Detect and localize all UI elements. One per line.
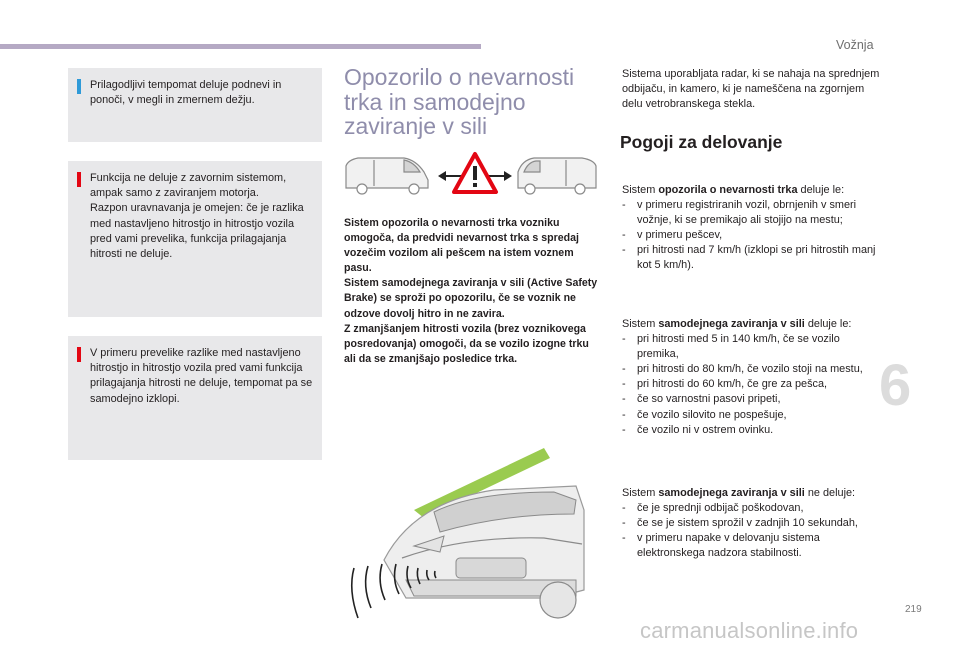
warning-note-1-line-2: Razpon uravnavanja je omejen: če je razlika med nastavljeno hitrostjo in hitrostjo vozila pred vami prevelika, funkcija prilagajanja hitrosti ne deluje. [90, 202, 304, 261]
section-title: Vožnja [836, 38, 874, 52]
list-item: - če so varnostni pasovi pripeti, [622, 392, 884, 407]
right-intro [622, 67, 884, 112]
block3-lead [622, 486, 884, 501]
intro-paragraph-3: Z zmanjšanjem hitrosti vozila (brez voznikovega posredovanja) omogoči, da se vozilo izogne trku ali da se zmanjšajo posledice trka. [344, 322, 589, 365]
chapter-number: 6 [879, 353, 912, 418]
block1-pre: Sistem [622, 184, 659, 196]
list-item: - če se je sistem sprožil v zadnjih 10 sekundah, [622, 516, 884, 531]
warning-note-2-text: V primeru prevelike razlike med nastavljeno hitrostjo in hitrostjo vozila pred vami funkcija prilagajanja hitrosti ne deluje, tempomat pa se samodejno izklopi. [90, 347, 313, 405]
vehicle-radar-illustration [344, 440, 598, 626]
page-title: Opozorilo o nevarnosti trka in samodejno zaviranje v sili [344, 64, 575, 139]
block3-pre: Sistem [622, 487, 659, 499]
list-item: - pri hitrosti do 60 km/h, če gre za pešca, [622, 377, 884, 392]
warning-mark-icon [77, 347, 81, 362]
warning-note-1-line-1: Funkcija ne deluje z zavornim sistemom, ampak samo z zaviranjem motorja. [90, 172, 287, 200]
warning-mark-icon [77, 172, 81, 187]
warning-note-1 [68, 161, 322, 317]
list-item: - v primeru napake v delovanju sistema elektronskega nadzora stabilnosti. [622, 531, 884, 561]
conditions-heading: Pogoji za delovanje [620, 132, 783, 152]
rear-vehicle-icon [346, 158, 428, 194]
block2-pre: Sistem [622, 318, 659, 330]
info-mark-icon [77, 79, 81, 94]
list-item: - pri hitrosti med 5 in 140 km/h, če se vozilo premika, [622, 332, 884, 362]
block2-lead [622, 317, 884, 332]
intro-text [344, 216, 598, 367]
block2-bold: samodejnega zaviranja v sili [658, 318, 805, 330]
collision-warning-conditions [622, 183, 884, 274]
list-item: - če je sprednji odbijač poškodovan, [622, 501, 884, 516]
watermark: carmanualsonline.info [640, 618, 859, 643]
list-item: - če vozilo silovito ne pospešuje, [622, 408, 884, 423]
list-item: - v primeru pešcev, [622, 228, 884, 243]
list-item: - pri hitrosti nad 7 km/h (izklopi se pri hitrostih manj kot 5 km/h). [622, 243, 884, 273]
emergency-brake-exceptions [622, 486, 884, 561]
collision-warning-triangle-icon [454, 154, 496, 192]
front-vehicle-icon [518, 158, 596, 194]
top-accent-bar [0, 44, 481, 49]
block2-post: deluje le: [804, 318, 852, 330]
block1-bold: opozorila o nevarnosti trka [658, 184, 798, 196]
intro-paragraph-1: Sistem opozorila o nevarnosti trka vozniku omogoča, da predvidi nevarnost trka s spredaj vozečim vozilom ali pešcem na istem voznem pasu. [344, 217, 579, 275]
info-note [68, 68, 322, 142]
list-item: - če vozilo ni v ostrem ovinku. [622, 423, 884, 438]
list-item: - v primeru registriranih vozil, obrnjenih v smeri vožnje, ki se premikajo ali stojijo na mestu; [622, 198, 884, 228]
collision-warning-illustration [344, 150, 598, 198]
block3-post: ne deluje: [804, 487, 856, 499]
intro-paragraph-2: Sistem samodejnega zaviranja v sili (Active Safety Brake) se sproži po opozorilu, če se voznik ne odzove dovolj hitro in ne zavira. [344, 277, 598, 320]
page-number: 219 [905, 604, 922, 615]
block1-lead [622, 183, 884, 198]
list-item: - pri hitrosti do 80 km/h, če vozilo stoji na mestu, [622, 362, 884, 377]
right-intro-text: Sistema uporabljata radar, ki se nahaja na sprednjem odbijaču, in kamero, ki je nameščena na zgornjem delu vetrobranskega stekla. [622, 68, 880, 111]
emergency-brake-conditions [622, 317, 884, 438]
warning-note-2 [68, 336, 322, 460]
info-note-text: Prilagodljivi tempomat deluje podnevi in ponoči, v megli in zmernem dežju. [90, 79, 282, 107]
block3-bold: samodejnega zaviranja v sili [658, 487, 805, 499]
block1-post: deluje le: [797, 184, 845, 196]
